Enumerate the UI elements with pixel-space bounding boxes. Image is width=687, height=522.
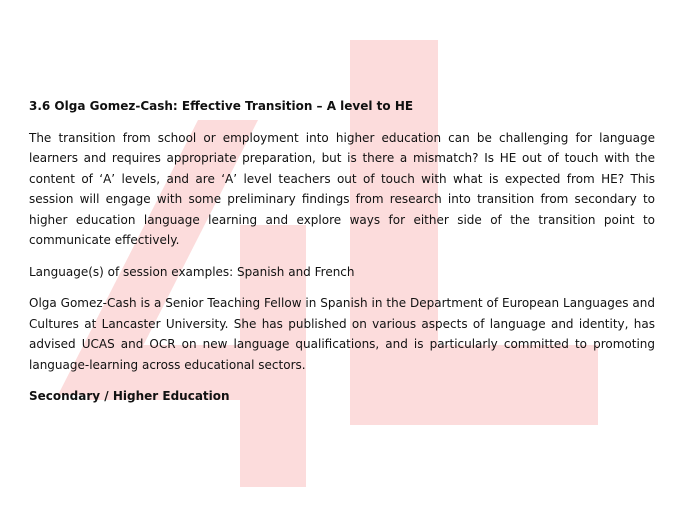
- session-title: 3.6 Olga Gomez-Cash: Effective Transition – A level to HE: [29, 99, 414, 113]
- session-abstract: The transition from school or employment into higher education can be challenging for language learners and requires appropriate preparation, but is there a mismatch? Is HE out of touch with the content of ‘A’ levels, and are ‘A’ level teachers out of touch with what is expected from HE? This session will engage with some preliminary findings from research into transition from secondary to higher education language learning and explore ways for either side of the transition point to communicate effectively.: [29, 130, 655, 247]
- session-languages: Language(s) of session examples: Spanish and French: [29, 264, 355, 279]
- session-audience: Secondary / Higher Education: [29, 389, 230, 403]
- speaker-bio: Olga Gomez-Cash is a Senior Teaching Fellow in Spanish in the Department of European Languages and Cultures at Lancaster University. She has published on various aspects of language and identity, has advised UCAS and OCR on new language qualifications, and is particularly committed to promoting language-learning across educational sectors.: [29, 296, 655, 372]
- session-entry: [29, 96, 655, 407]
